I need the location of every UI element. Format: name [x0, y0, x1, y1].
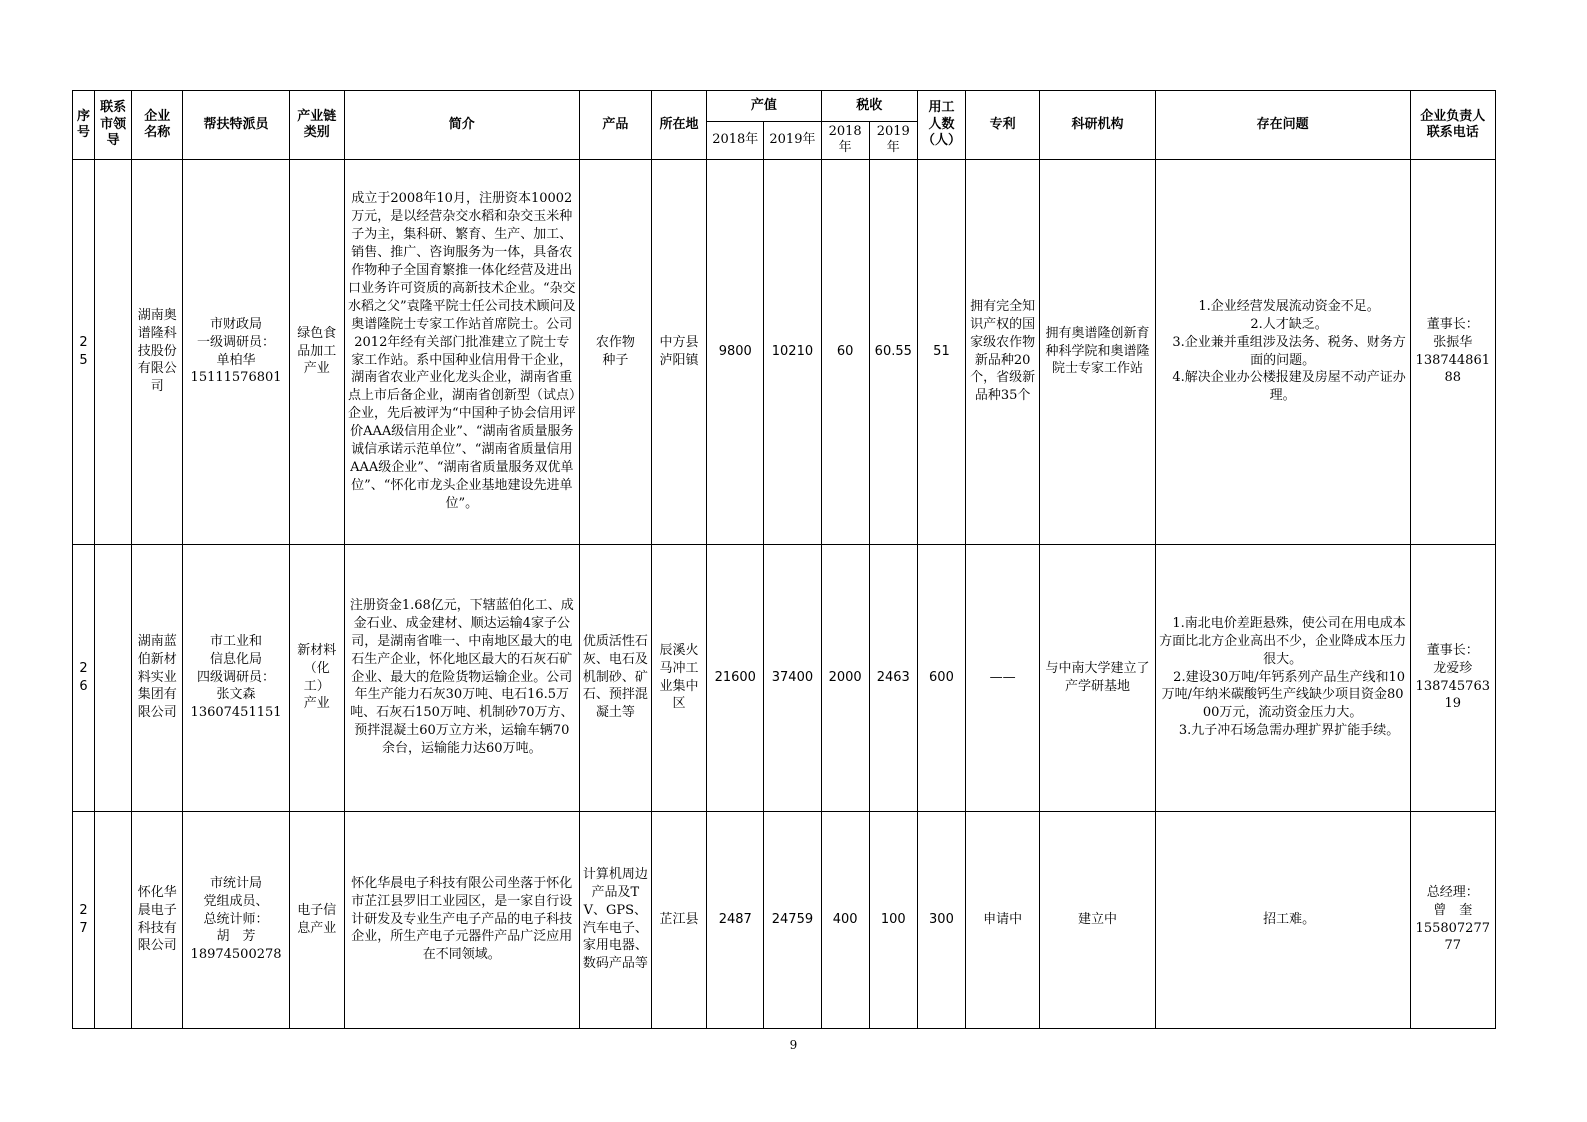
cell-product: 农作物 种子 [579, 159, 651, 544]
cell-research: 建立中 [1040, 811, 1155, 1028]
header-seq: 序 号 [73, 91, 95, 160]
header-company: 企业 名称 [132, 91, 183, 160]
header-output-2018: 2018年 [707, 122, 764, 160]
cell-product: 优质活性石灰、电石及机制砂、矿石、预拌混凝土等 [579, 544, 651, 811]
header-problems: 存在问题 [1155, 91, 1410, 160]
header-employees: 用工 人数 （人） [917, 91, 965, 160]
cell-chain: 新材料 （化 工） 产业 [289, 544, 344, 811]
cell-tax-2019: 2463 [869, 544, 917, 811]
header-envoy: 帮扶特派员 [183, 91, 289, 160]
cell-intro: 注册资金1.68亿元，下辖蓝伯化工、成金石业、成金建材、顺达运输4家子公司，是湖南省唯一、中南地区最大的电石生产企业，怀化地区最大的石灰石矿企业、最大的危险货物运输企业。公司年生产能力石灰30万吨、电石16.5万吨、石灰石150万吨、机制砂70万方、预拌混凝土60万立方米，运输车辆70余台，运输能力达60万吨。 [344, 544, 579, 811]
header-research: 科研机构 [1040, 91, 1155, 160]
enterprise-table [72, 90, 1496, 1029]
cell-output-2018: 2487 [707, 811, 764, 1028]
cell-location: 中方县 泸阳镇 [651, 159, 706, 544]
cell-company: 怀化华 晨电子 科技有 限公司 [132, 811, 183, 1028]
header-leader: 联系 市领 导 [95, 91, 132, 160]
cell-output-2018: 21600 [707, 544, 764, 811]
cell-leader [95, 811, 132, 1028]
cell-problems: 招工难。 [1155, 811, 1410, 1028]
cell-location: 辰溪火 马冲工 业集中 区 [651, 544, 706, 811]
cell-problems: 1.企业经营发展流动资金不足。 2.人才缺乏。 3.企业兼并重组涉及法务、税务、财务方面的问题。 4.解决企业办公楼报建及房屋不动产证办理。 [1155, 159, 1410, 544]
header-product: 产品 [579, 91, 651, 160]
cell-output-2018: 9800 [707, 159, 764, 544]
cell-employees: 300 [917, 811, 965, 1028]
cell-tax-2018: 2000 [821, 544, 869, 811]
cell-tax-2018: 400 [821, 811, 869, 1028]
cell-employees: 600 [917, 544, 965, 811]
header-contact: 企业负责人 联系电话 [1410, 91, 1495, 160]
cell-patent: —— [966, 544, 1040, 811]
cell-chain: 电子信 息产业 [289, 811, 344, 1028]
cell-output-2019: 37400 [764, 544, 821, 811]
header-location: 所在地 [651, 91, 706, 160]
cell-employees: 51 [917, 159, 965, 544]
cell-patent: 申请中 [966, 811, 1040, 1028]
header-chain: 产业链 类别 [289, 91, 344, 160]
cell-seq: 25 [73, 159, 95, 544]
cell-location: 芷江县 [651, 811, 706, 1028]
cell-patent: 拥有完全知识产权的国家级农作物新品种20个，省级新品种35个 [966, 159, 1040, 544]
header-output: 产值 [707, 91, 821, 122]
cell-leader [95, 159, 132, 544]
cell-chain: 绿色食 品加工 产业 [289, 159, 344, 544]
cell-contact: 董事长： 张振华 13874486188 [1410, 159, 1495, 544]
header-tax-2018: 2018年 [821, 122, 869, 160]
header-row-1 [73, 91, 1496, 122]
cell-contact: 董事长： 龙爱珍 13874576319 [1410, 544, 1495, 811]
header-patent: 专利 [966, 91, 1040, 160]
cell-company: 湖南蓝 伯新材 料实业 集团有 限公司 [132, 544, 183, 811]
header-tax: 税收 [821, 91, 917, 122]
cell-intro: 怀化华晨电子科技有限公司坐落于怀化市芷江县罗旧工业园区，是一家自行设计研发及专业生产电子产品的电子科技企业，所生产电子元器件产品广泛应用在不同领域。 [344, 811, 579, 1028]
cell-tax-2019: 60.55 [869, 159, 917, 544]
page-number: 9 [789, 1038, 798, 1052]
cell-output-2019: 10210 [764, 159, 821, 544]
table-row [73, 544, 1496, 811]
cell-research: 拥有奥谱隆创新育种科学院和奥谱隆院士专家工作站 [1040, 159, 1155, 544]
cell-intro: 成立于2008年10月，注册资本10002万元，是以经营杂交水稻和杂交玉米种子为主，集科研、繁育、生产、加工、销售、推广、咨询服务为一体，具备农作物种子全国育繁推一体化经营及进出口业务许可资质的高新技术企业。“杂交水稻之父”袁隆平院士任公司技术顾问及奥谱隆院士专家工作站首席院士。公司2012年经有关部门批准建立了院士专家工作站。系中国种业信用骨干企业，湖南省农业产业化龙头企业，湖南省重点上市后备企业，湖南省创新型（试点）企业，先后被评为“中国种子协会信用评价AAA级信用企业”、“湖南省质量服务诚信承诺示范单位”、“湖南省质量信用AAA级企业”、“湖南省质量服务双优单位”、“怀化市龙头企业基地建设先进单位”。 [344, 159, 579, 544]
cell-leader [95, 544, 132, 811]
cell-research: 与中南大学建立了产学研基地 [1040, 544, 1155, 811]
cell-seq: 26 [73, 544, 95, 811]
cell-envoy: 市统计局 党组成员、 总统计师： 胡 芳 18974500278 [183, 811, 289, 1028]
cell-product: 计算机周边产品及TV、GPS、汽车电子、家用电器、数码产品等 [579, 811, 651, 1028]
cell-problems: 1.南北电价差距悬殊，使公司在用电成本方面比北方企业高出不少，企业降成本压力很大。 2.建设30万吨/年钙系列产品生产线和10万吨/年纳米碳酸钙生产线缺少项目资金8000万元，流动资金压力大。 3.九子冲石场急需办理扩界扩能手续。 [1155, 544, 1410, 811]
cell-company: 湖南奥 谱隆科 技股份 有限公 司 [132, 159, 183, 544]
cell-output-2019: 24759 [764, 811, 821, 1028]
table-row [73, 811, 1496, 1028]
cell-envoy: 市财政局 一级调研员： 单柏华 15111576801 [183, 159, 289, 544]
cell-tax-2019: 100 [869, 811, 917, 1028]
cell-seq: 27 [73, 811, 95, 1028]
header-output-2019: 2019年 [764, 122, 821, 160]
cell-contact: 总经理： 曾 奎 15580727777 [1410, 811, 1495, 1028]
cell-tax-2018: 60 [821, 159, 869, 544]
table-row [73, 159, 1496, 544]
header-tax-2019: 2019年 [869, 122, 917, 160]
header-intro: 简介 [344, 91, 579, 160]
cell-envoy: 市工业和 信息化局 四级调研员： 张文森 13607451151 [183, 544, 289, 811]
